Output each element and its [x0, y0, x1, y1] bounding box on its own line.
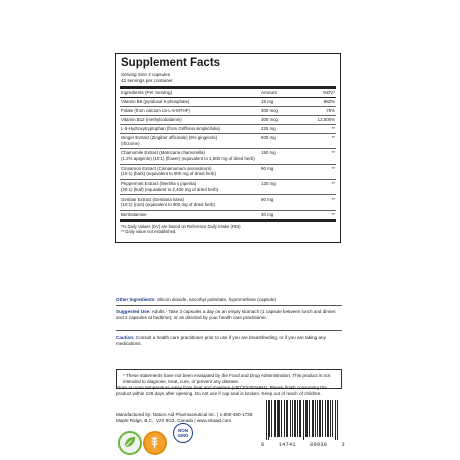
ingredient-name — [120, 181, 261, 193]
ingredient-name-line: (20:1) (leaf) (equivalent to 2,400 mg of dried herb) — [121, 186, 219, 192]
ingredient-amount: 30 mg — [261, 211, 274, 217]
header-dv: %DV* — [322, 90, 335, 95]
table-row — [120, 116, 336, 125]
fda-disclaimer: * These statements have not been evaluated by the Food and Drug Administration. This product is not intended to diagnose, treat, cure, or prevent any disease. — [116, 369, 342, 389]
barcode-bar — [327, 400, 328, 437]
other-ingredients-label: Other Ingredients: — [116, 297, 156, 302]
ingredient-name-line: Ginger Extract (Zingiber officinale) (6% gingerols) — [121, 135, 218, 141]
barcode-bar — [303, 400, 304, 440]
ingredient-dv: ** — [331, 211, 335, 217]
barcode-bar — [312, 400, 313, 437]
table-row — [120, 134, 336, 149]
ingredient-name — [120, 135, 261, 147]
ingredient-amount: 150 mg — [261, 150, 276, 156]
ingredient-name-line: Benfotiamine — [121, 211, 147, 217]
gluten-free-wheat-seal-icon — [143, 431, 167, 455]
table-header — [120, 89, 336, 98]
barcode-bar — [281, 400, 282, 437]
ingredient-rows — [120, 98, 336, 222]
ingredient-name — [120, 108, 261, 114]
barcode-bar — [292, 400, 293, 437]
serving-size: Serving Size 3 capsules — [121, 72, 171, 77]
barcode-bar — [332, 400, 333, 437]
barcode-bar — [294, 400, 295, 437]
barcode-bar — [319, 400, 320, 437]
table-row — [120, 125, 336, 134]
ingredient-amount: 225 mg — [261, 126, 276, 132]
barcode-bar — [317, 400, 318, 437]
ingredient-amount: 600 mg — [261, 135, 276, 141]
ingredient-dv: ** — [331, 165, 335, 171]
manufacturer-line1: Manufactured by: Naturo Aid Pharmaceutical Inc. | 1-800-490-1738 — [116, 412, 253, 417]
ingredient-name — [120, 99, 261, 105]
ingredient-amount: 15 mg — [261, 99, 274, 105]
ingredient-name-line: Peppermint Extract (Mentha x piperita) — [121, 181, 197, 187]
ingredient-dv: ** — [331, 196, 335, 202]
ingredient-name — [120, 166, 261, 178]
storage-instructions: Store at room temperature away from heat and moisture (<80°F/<60%RH). Please finish consuming the product within 126 days after opening. Do not use if cap seal is broken. Keep out of reach of children. — [116, 385, 327, 396]
panel-footnotes — [120, 222, 336, 239]
barcode-bar — [322, 400, 323, 437]
ingredient-amount: 120 mg — [261, 181, 276, 187]
barcode-bar — [295, 400, 296, 437]
barcode-bar — [305, 400, 306, 437]
barcode-bar — [335, 400, 336, 440]
supplement-facts-panel — [115, 53, 341, 243]
ingredient-name-line: Folate (from calcium L5-L-5-MTHF) — [121, 108, 190, 114]
caution-text: Consult a health care practitioner prior to use if you are breastfeeding, or if you are taking any medications. — [116, 335, 326, 346]
barcode-number — [261, 442, 345, 448]
barcode-bar — [268, 400, 269, 440]
table-row — [120, 107, 336, 116]
ingredient-name-line: Gentian Extract (Gentiana lutea) — [121, 196, 184, 202]
other-ingredients — [116, 297, 342, 303]
ingredient-name — [120, 126, 261, 132]
ingredient-name-line: (10:1) (bark) (equivalent to 900 mg of dried herb) — [121, 171, 216, 177]
barcode-bar — [307, 400, 308, 437]
ingredient-name-line: (rhizome) — [121, 140, 140, 146]
barcode-bars — [266, 400, 340, 440]
barcode-prefix: 8 — [261, 442, 265, 448]
vegan-leaf-seal-icon — [118, 431, 142, 455]
barcode-suffix: 3 — [341, 442, 345, 448]
ingredient-dv: 12,500% — [317, 117, 335, 123]
caution — [116, 335, 342, 347]
table-row — [120, 165, 336, 180]
barcode-left: 14741 — [278, 442, 296, 448]
ingredient-name-line: Cinnamon Extract (Cinnamomum aromaticum) — [121, 165, 212, 171]
ingredient-dv: ** — [331, 135, 335, 141]
manufacturer-line2: Maple Ridge, B.C., V2X 8G3, Canada | www.vitaaid.com — [116, 418, 232, 423]
barcode-bar — [274, 400, 275, 437]
barcode-bar — [325, 400, 326, 437]
ingredient-amount: 300 mcg — [261, 117, 278, 123]
header-ingredients: Ingredients (Per Serving) — [121, 90, 173, 95]
ingredient-dv: ** — [331, 181, 335, 187]
ingredient-dv: 75% — [326, 108, 335, 114]
barcode-bar — [330, 400, 331, 437]
barcode-bar — [306, 400, 307, 437]
ingredient-name — [120, 212, 261, 218]
ingredient-name-line: Vitamin B6 (pyridoxal 5-phosphate) — [121, 99, 190, 105]
barcode-bar — [286, 400, 287, 437]
ingredient-name-line: L-5-Hydroxytryptophan (from Griffonia simplicifolia) — [121, 126, 220, 132]
barcode-bar — [315, 400, 316, 437]
ingredient-dv: 882% — [323, 99, 335, 105]
footnote-dv: *% Daily Values (DV) are based on Reference Daily Intake (RDI) — [121, 223, 241, 229]
ingredient-amount: 300 mcg — [261, 108, 278, 114]
ingredient-dv: ** — [331, 150, 335, 156]
barcode-bar — [269, 400, 270, 437]
ingredient-name-line: Chamomile Extract (Matricaria chamomilla) — [121, 150, 205, 156]
table-row — [120, 195, 336, 210]
panel-title: Supplement Facts — [121, 57, 221, 69]
ingredient-name — [120, 150, 261, 162]
other-ingredients-text: Silicon dioxide, ascorbyl palmitate, hypromellose (capsule) — [155, 297, 277, 302]
barcode-bar — [287, 400, 288, 437]
barcode-bar — [337, 400, 338, 440]
ingredient-name-line: Vitamin B12 (methylcobalamin) — [121, 117, 182, 123]
ingredient-amount: 90 mg — [261, 165, 274, 171]
ingredient-name-line: (1.2% apigenin) (10:1) (flower) (equivalent to 1,500 mg of dried herb) — [121, 156, 255, 162]
barcode-bar — [290, 400, 291, 437]
divider — [116, 330, 342, 331]
servings-per-container: 42 servings per container — [121, 78, 173, 83]
footnote-not-established: ** Daily value not established. — [121, 229, 177, 235]
ingredient-name — [120, 197, 261, 209]
barcode-bar — [278, 400, 279, 437]
suggested-use-label: Suggested Use: — [116, 309, 151, 314]
non-gmo-badge — [173, 423, 193, 443]
barcode-bar — [313, 400, 314, 437]
table-row — [120, 211, 336, 222]
suggested-use-text: Adults - Take 3 capsules a day on an empty stomach (1 capsule between lunch and dinner, and 2 capsules at bedtime); or as directed by your health care practitioner. — [116, 309, 337, 320]
barcode-bar — [284, 400, 285, 437]
non-gmo-line1: NON — [178, 428, 188, 433]
barcode-bar — [309, 400, 310, 437]
ingredient-amount: 90 mg — [261, 196, 274, 202]
ingredient-name-line: (10:1) (root) (equivalent to 900 mg of dried herb) — [121, 202, 215, 208]
ingredient-name — [120, 117, 261, 123]
barcode-bar — [279, 400, 280, 437]
barcode-right: 00930 — [310, 442, 328, 448]
caution-label: Caution: — [116, 335, 135, 340]
barcode-bar — [271, 400, 272, 437]
table-row — [120, 98, 336, 107]
barcode-bar — [266, 400, 267, 440]
divider — [116, 305, 342, 306]
barcode-bar — [320, 400, 321, 437]
non-gmo-line2: GMO — [177, 433, 189, 438]
table-row — [120, 149, 336, 164]
barcode-bar — [277, 400, 278, 437]
barcode-bar — [299, 400, 300, 437]
suggested-use — [116, 309, 342, 321]
barcode-bar — [275, 400, 276, 437]
barcode-bar — [300, 400, 301, 437]
barcode-bar — [328, 400, 329, 437]
table-row — [120, 180, 336, 195]
ingredient-dv: ** — [331, 126, 335, 132]
barcode-bar — [297, 400, 298, 437]
header-amount: Amount — [261, 90, 277, 95]
